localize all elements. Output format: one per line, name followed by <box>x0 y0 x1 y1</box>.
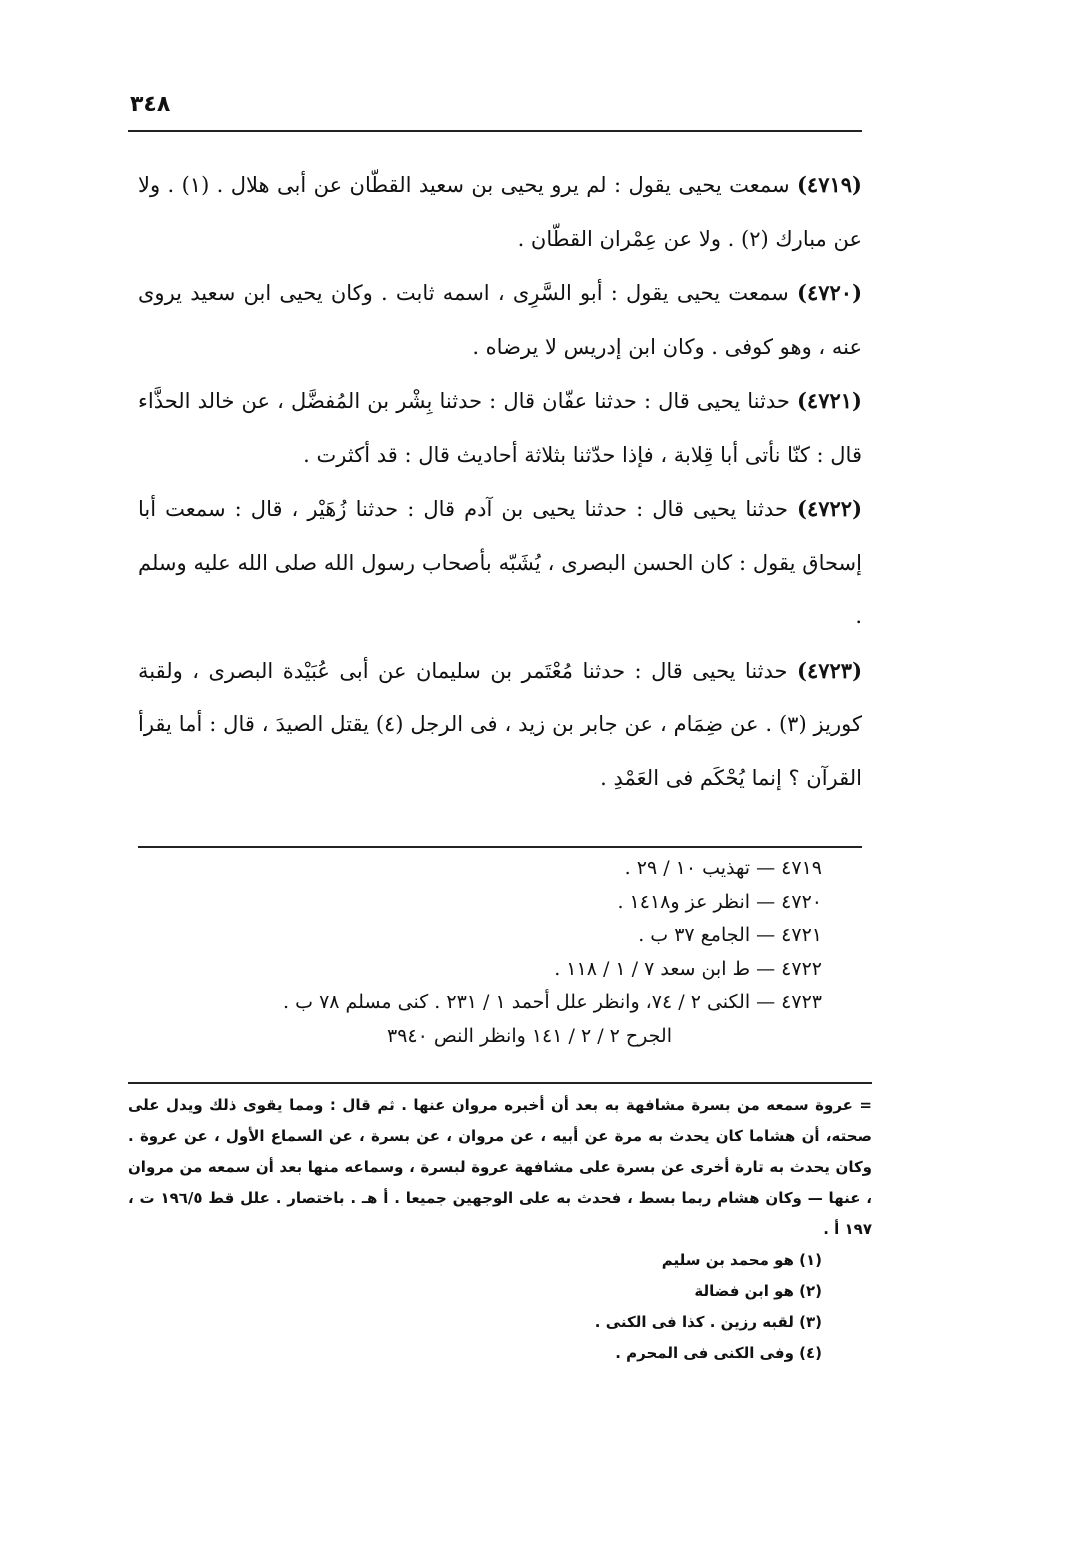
entry <box>138 158 862 266</box>
entry-number: (٤٧٢٠) <box>797 280 862 305</box>
entry <box>138 266 862 374</box>
references-rule <box>138 846 862 848</box>
entry-number: (٤٧٢٣) <box>797 657 862 683</box>
reference-item: ٤٧٢٣ — الكنى ٢ / ٧٤، وانظر علل أحمد ١ / ٢٣١ . كنى مسلم ٧٨ ب . <box>283 991 822 1013</box>
entry-number: (٤٧١٩) <box>796 172 862 197</box>
footnote: (١) هو محمد بن سليم <box>661 1251 822 1269</box>
footnote-paragraph: = عروة سمعه من بسرة مشافهة به بعد أن أخبره مروان عنها . ثم قال : ومما يقوى ذلك ويدل على صحته، أن هشاما كان يحدث به مرة عن أبيه ، عن مروان ، عن بسرة ، عن السماع الأول ، عن عروة . وكان يحدث به تارة أخرى عن بسرة على مشافهة عروة لبسرة ، وسماعه منها بعد أن سمعه من مروان ، عنها — وكان هشام ربما بسط ، فحدث به على الوجهين جميعا . أ هـ . باختصار . علل قط ١٩٦/٥ ت ، ١٩٧ أ . <box>128 1096 872 1238</box>
reference-item: ٤٧٢٢ — ط ابن سعد ٧ / ١ / ١١٨ . <box>554 957 822 980</box>
reference-item: ٤٧٢١ — الجامع ٣٧ ب . <box>638 924 822 946</box>
main-text <box>138 158 862 805</box>
footnote: (٤) وفى الكنى فى المحرم . <box>615 1344 822 1362</box>
entry-text: حدثنا يحيى قال : حدثنا مُعْتَمر بن سليمان عن أبى عُبَيْدة البصرى ، ولقبة كوريز (٣) . عن ضِمَام ، عن جابر بن زيد ، فى الرجل (٤) يقتل الصيدَ ، قال : أما يقرأ القرآن ؟ إنما يُحْكَم فى العَمْدِ . <box>138 658 862 790</box>
reference-continuation: الجرح ٢ / ٢ / ١٤١ وانظر النص ٣٩٤٠ <box>387 1024 672 1047</box>
entry <box>138 482 862 644</box>
entry-number: (٤٧٢٢) <box>797 496 862 521</box>
reference-item: ٤٧٢٠ — انظر عز و١٤١٨ . <box>617 890 822 913</box>
reference-item: ٤٧١٩ — تهذيب ١٠ / ٢٩ . <box>624 857 822 879</box>
page-number: ٣٤٨ <box>130 92 171 117</box>
header-rule <box>128 130 862 132</box>
entry-number: (٤٧٢١) <box>796 388 862 413</box>
footnote: (٣) لقبه رزين . كذا فى الكنى . <box>594 1313 822 1331</box>
entry <box>138 644 862 806</box>
footnote: (٢) هو ابن فضالة <box>694 1282 822 1300</box>
references <box>138 852 822 1053</box>
entry-text: حدثنا يحيى قال : حدثنا عفّان قال : حدثنا بِشْر بن المُفضَّل ، عن خالد الحذَّاء قال : كنّا نأتى أبا قِلابة ، فإذا حدّثنا بثلاثة أحاديث قال : قد أكثرت . <box>138 389 862 467</box>
entry <box>138 374 862 482</box>
entry-text: سمعت يحيى يقول : أبو السَّرِى ، اسمه ثابت . وكان يحيى ابن سعيد يروى عنه ، وهو كوفى . وكان ابن إدريس لا يرضاه . <box>138 281 862 359</box>
entry-text: حدثنا يحيى قال : حدثنا يحيى بن آدم قال : حدثنا زُهَيْر ، قال : سمعت أبا إسحاق يقول : كان الحسن البصرى ، يُشَبّه بأصحاب رسول الله صلى الله عليه وسلم . <box>138 497 862 628</box>
footnotes-rule <box>128 1082 872 1084</box>
footnotes <box>128 1090 872 1369</box>
entry-text: سمعت يحيى يقول : لم يرو يحيى بن سعيد القطّان عن أبى هلال . (١) . ولا عن مبارك (٢) . ولا عن عِمْران القطّان . <box>138 173 862 251</box>
